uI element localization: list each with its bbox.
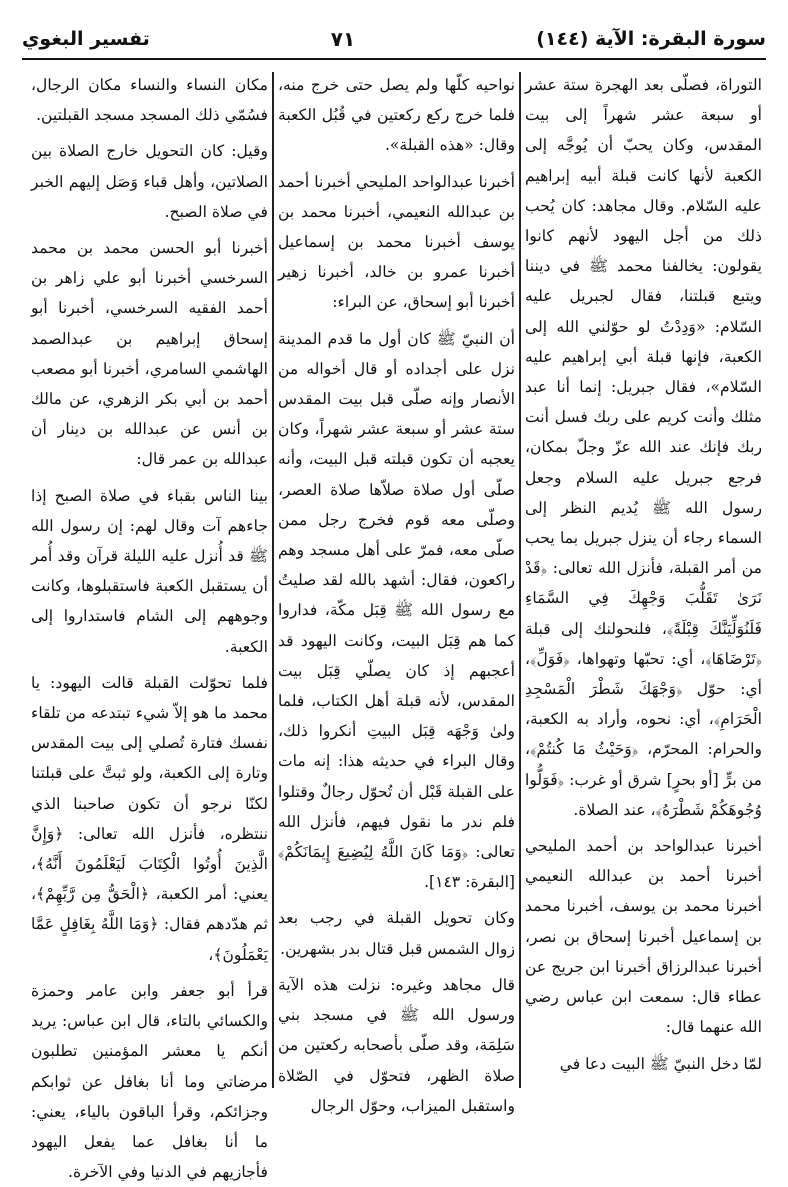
paragraph: مكان النساء والنساء مكان الرجال، فسُمّي ذلك المسجد مسجد القبلتين. [31, 76, 268, 125]
paragraph: بينا الناس بقباء في صلاة الصبح إذا جاءهم آت وقال لهم: إن رسول الله ﷺ قد أُنزل عليه الليلة قرآن وقد أُمر أن يستقبل الكعبة فاستقبلوها، وكانت وجوههم إلى الشام فاستداروا إلى الكعبة. [31, 486, 268, 656]
column-divider [519, 72, 521, 1088]
paragraph: وقيل: كان التحويل خارج الصلاة بين الصلاتين، وأهل قباء وَصَل إليهم الخبر في صلاة الصبح. [31, 142, 268, 221]
column-left [27, 70, 272, 1182]
column-right [521, 70, 766, 1090]
paragraph: أن النبيّ ﷺ كان أول ما قدم المدينة نزل على أجداده أو قال أخواله من الأنصار وإنه صلّى قبل بيت المقدس ستة عشر أو سبعة عشر شهراً، وكان يعجبه أن تكون قبلته قبل البيت، وأنه صلّى أول صلاة صلاّها صلاة العصر، وصلّى معه قوم فخرج رجل ممن صلّى معه، فمرّ على أهل مسجد وهم راكعون، فقال: أشهد بالله لقد صليتُ مع رسول الله ﷺ قِبَل مكّة، فداروا كما هم قِبَل البيت، وكانت اليهود قد أعجبهم إذ كان يصلّي قِبَل بيت المقدس، لأنه قبلة أهل الكتاب، فلما ولىٰ وَجْهَه قِبَل البيتِ أنكروا ذلك، وقال البراء في حديثه هذا: إنه مات على القبلة قَبْل أن تُحوّل رجالٌ وقتلوا فلم ندر ما نقول فيهم، فأنزل الله تعالى: ﴿وَمَا كَانَ اللَّهُ لِيُضِيعَ إِيمَانَكُمْ﴾ [البقرة: ١٤٣]. [278, 329, 515, 892]
paragraph: أخبرنا عبدالواحد المليحي أخبرنا أحمد بن عبدالله النعيمي، أخبرنا محمد بن يوسف أخبرنا محمد بن إسماعيل أخبرنا عمرو بن خالد، أخبرنا زهير أخبرنا أبو إسحاق، عن البراء: [278, 172, 515, 312]
page-number: ٧١ [330, 27, 356, 51]
paragraph: فلما تحوّلت القبلة قالت اليهود: يا محمد ما هو إلاّ شيء تبتدعه من تلقاء نفسك فتارة تُصلي إلى بيت المقدس وتارة إلى الكعبة، ولو ثبتَّ على قبلتنا لكنّا نرجو أن تكون صاحبنا الذي ننتظره، فأنزل الله تعالى: ﴿وَإِنَّ الَّذِينَ أُوتُوا الْكِتَابَ لَيَعْلَمُونَ أَنَّهُ﴾، يعني: أمر الكعبة، ﴿الْحَقُّ مِن رَّبِّهِمْ﴾، ثم هدّدهم فقال: ﴿وَمَا اللَّهُ بِغَافِلٍ عَمَّا يَعْمَلُونَ﴾، [31, 673, 268, 964]
paragraph: نواحيه كلّها ولم يصل حتى خرج منه، فلما خرج ركع ركعتين في قُبُل الكعبة وقال: «هذه القبلة». [278, 76, 515, 155]
column-middle [274, 70, 519, 1115]
header-divider [22, 58, 766, 60]
surah-reference: سورة البقرة: الآية (١٤٤) [536, 28, 766, 50]
text-columns [22, 70, 766, 1182]
paragraph: أخبرنا أبو الحسن محمد بن محمد السرخسي أخبرنا أبو علي زاهر بن أحمد الفقيه السرخسي، أخبرنا أبو إسحاق إبراهيم بن عبدالصمد الهاشمي السامري، أخبرنا أبو مصعب أحمد بن أبي بكر الزهري، عن مالك بن أنس عن عبدالله بن دينار أن عبدالله بن عمر قال: [31, 239, 268, 469]
paragraph: لمّا دخل النبيّ ﷺ البيت دعا في [559, 1054, 762, 1073]
paragraph: وكان تحويل القبلة في رجب بعد زوال الشمس قبل قتال بدر بشهرين. [278, 909, 515, 958]
page-header [22, 22, 766, 56]
book-title: تفسير البغوي [22, 28, 150, 50]
paragraph: التوراة، فصلّى بعد الهجرة ستة عشر أو سبعة عشر شهراً إلى بيت المقدس، وكان يحبّ أن يُوجَّه إلى الكعبة لأنها كانت قبلة أبيه إبراهيم عليه السّلام. وقال مجاهد: كان يُحب ذلك من أجل اليهود لأنهم كانوا يقولون: يخالفنا محمد ﷺ في ديننا ويتبع قبلتنا، فقال لجبريل عليه السّلام: «وَدِدْتُ لو حوّلني الله إلى الكعبة، فإنها قبلة أبي إبراهيم عليه السّلام»، فقال جبريل: إنما أنا عبد مثلك وأنت كريم على ربك فسل أنت ربك فإنك عند الله عزّ وجلّ بمكان، فرجع جبريل عليه السلام وجعل رسول الله ﷺ يُديم النظر إلى السماء رجاء أن ينزل جبريل بما يحب من أمر القبلة، فأنزل الله تعالى: ﴿قَدْ نَرَىٰ تَقَلُّبَ وَجْهِكَ فِي السَّمَاءِ فَلَنُوَلِّيَنَّكَ قِبْلَةً﴾، فلنحولنك إلى قبلة ﴿تَرْضَاهَا﴾، أي: تحبّها وتهواها، ﴿فَوَلِّ﴾، أي: حوّل ﴿وَجْهَكَ شَطْرَ الْمَسْجِدِ الْحَرَامِ﴾، أي: نحوه، وأراد به الكعبة، والحرام: المحرّم، ﴿وَحَيْثُ مَا كُنتُمْ﴾، من برٍّ [أو بحرٍ] شرق أو غرب: ﴿فَوَلُّوا وُجُوهَكُمْ شَطْرَهُ﴾، عند الصلاة. [525, 76, 762, 819]
paragraph: أخبرنا عبدالواحد بن أحمد المليحي أخبرنا أحمد بن عبدالله النعيمي أخبرنا محمد بن يوسف، أخبرنا محمد بن إسماعيل أخبرنا إسحاق بن نصر، أخبرنا عبدالرزاق أخبرنا ابن جريج عن عطاء قال: سمعت ابن عباس رضي الله عنهما قال: [525, 837, 762, 1037]
paragraph: قال مجاهد وغيره: نزلت هذه الآية ورسول الله ﷺ في مسجد بني سَلِمَة، وقد صلّى بأصحابه ركعتين من صلاة الظهر، فتحوّل في الصّلاة واستقبل الميزاب، وحوّل الرجال [278, 975, 515, 1115]
column-divider [272, 72, 274, 1088]
paragraph: قرأ أبو جعفر وابن عامر وحمزة والكسائي بالتاء، قال ابن عباس: يريد أنكم يا معشر المؤمنين تطلبون مرضاتي وما أنا بغافل عن ثوابكم وجزائكم، وقرأ الباقون بالياء، يعني: ما أنا بغافل عما يفعل اليهود فأجازيهم في الدنيا وفي الآخرة. [31, 981, 268, 1182]
